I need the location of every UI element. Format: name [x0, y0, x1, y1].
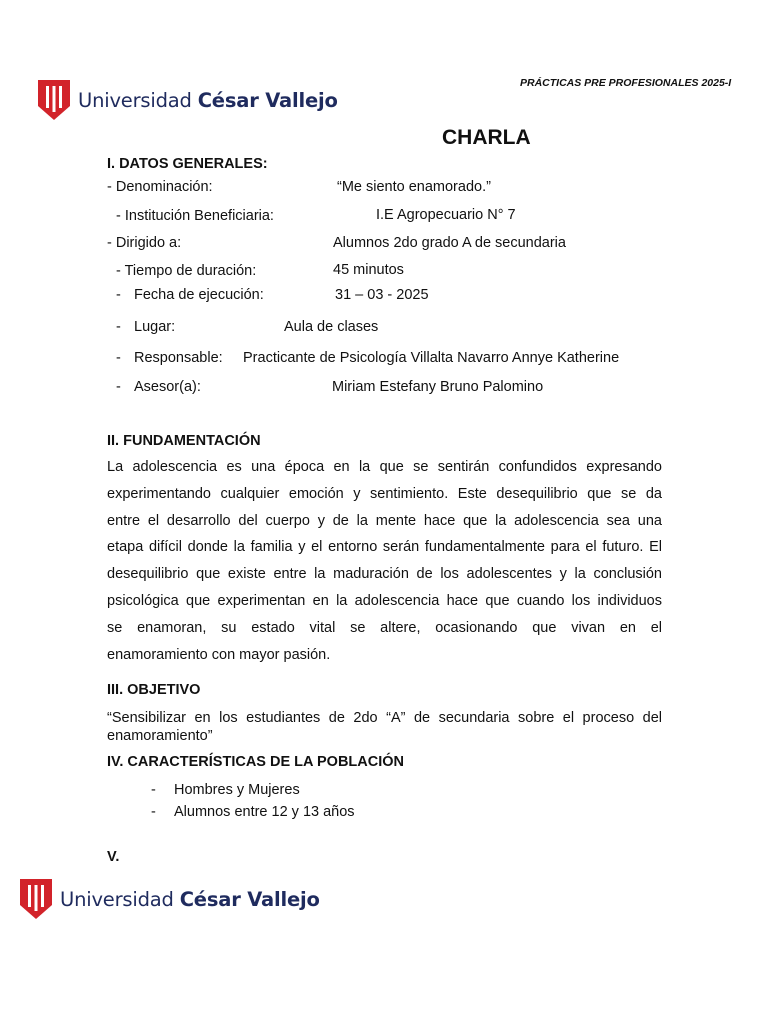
section-heading-v: V. — [107, 849, 120, 865]
denominacion-label: - Denominación: — [107, 179, 213, 195]
responsable-bullet: - — [116, 350, 121, 366]
paragraph-line: psicológica que experimentan en la adolescencia hace que cuando los individuos — [107, 592, 662, 609]
lugar-label: Lugar: — [134, 319, 176, 335]
section-heading-datos-generales: I. DATOS GENERALES: — [107, 156, 268, 172]
responsable-value: Practicante de Psicología Villalta Navarro Annye Katherine — [243, 350, 620, 366]
university-shield-icon — [38, 80, 70, 120]
lugar-value: Aula de clases — [284, 319, 379, 335]
population-item: Alumnos entre 12 y 13 años — [174, 804, 355, 820]
paragraph-line: desequilibrio que existe entre la maduración de los adolescentes y la conclusión — [107, 566, 662, 583]
objetivo-paragraph — [107, 709, 662, 745]
paragraph-line: se enamoran, su estado vital se altere, ocasionando que vivan en el — [107, 619, 662, 636]
paragraph-line: entre el desarrollo del cuerpo y de la mente hace que la adolescencia sea una — [107, 512, 662, 529]
population-item-bullet: - — [151, 804, 156, 820]
fecha-label: Fecha de ejecución: — [134, 287, 264, 303]
paragraph-line: experimentando cualquier emoción y sentimiento. Este desequilibrio que se da — [107, 485, 662, 502]
fundamentacion-paragraph — [107, 454, 662, 668]
university-logo — [38, 80, 338, 120]
section-heading-caracteristicas: IV. CARACTERÍSTICAS DE LA POBLACIÓN — [107, 754, 405, 770]
institucion-label: - Institución Beneficiaria: — [116, 208, 274, 224]
institucion-value: I.E Agropecuario N° 7 — [376, 207, 516, 223]
asesor-bullet: - — [116, 379, 121, 395]
denominacion-value: “Me siento enamorado.” — [337, 179, 491, 195]
section-heading-fundamentacion: II. FUNDAMENTACIÓN — [107, 433, 261, 449]
asesor-label: Asesor(a): — [134, 379, 201, 395]
fecha-value: 31 – 03 - 2025 — [335, 287, 429, 303]
practice-label: PRÁCTICAS PRE PROFESIONALES 2025-I — [520, 77, 732, 89]
dirigido-label: - Dirigido a: — [107, 235, 182, 251]
tiempo-label: - Tiempo de duración: — [116, 263, 257, 279]
logo-text: Universidad César Vallejo — [60, 887, 320, 911]
dirigido-value: Alumnos 2do grado A de secundaria — [333, 235, 566, 251]
tiempo-value: 45 minutos — [333, 262, 404, 278]
section-heading-objetivo: III. OBJETIVO — [107, 682, 201, 698]
logo-text: Universidad César Vallejo — [78, 88, 338, 112]
paragraph-line: enamoramiento” — [107, 728, 213, 744]
asesor-value: Miriam Estefany Bruno Palomino — [332, 379, 544, 395]
lugar-bullet: - — [116, 319, 121, 335]
paragraph-line: etapa difícil donde la familia y el entorno serán fundamentalmente para el futuro. El — [107, 539, 662, 556]
population-item: Hombres y Mujeres — [174, 782, 300, 798]
university-shield-icon — [20, 879, 52, 919]
responsable-label: Responsable: — [134, 350, 223, 366]
page-title: CHARLA — [442, 126, 531, 149]
university-logo-footer — [20, 879, 320, 919]
paragraph-line: “Sensibilizar en los estudiantes de 2do “A” de secundaria sobre el proceso del — [107, 710, 662, 726]
paragraph-line: La adolescencia es una época en la que se sentirán confundidos expresando — [107, 459, 662, 475]
paragraph-line: enamoramiento con mayor pasión. — [107, 646, 331, 663]
population-item-bullet: - — [151, 782, 156, 798]
fecha-bullet: - — [116, 287, 121, 303]
